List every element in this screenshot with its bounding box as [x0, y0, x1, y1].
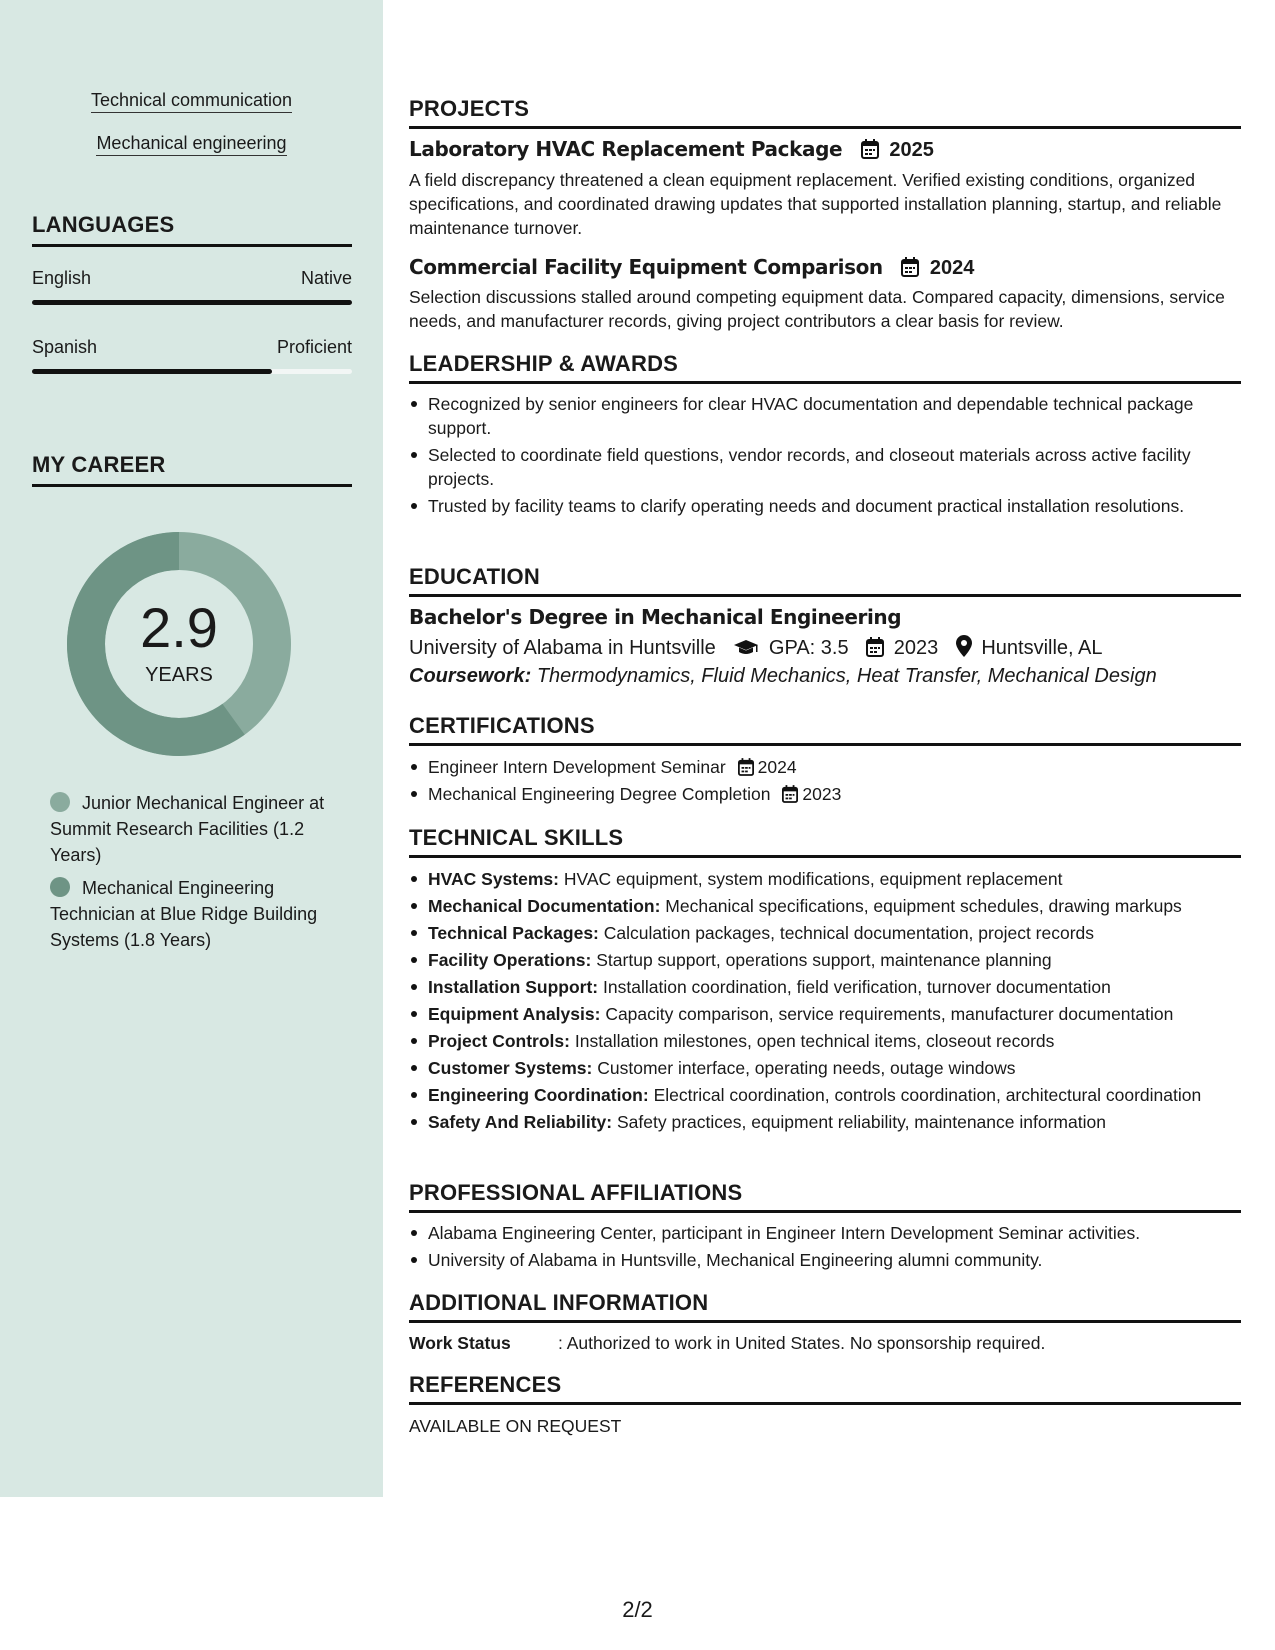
list-item: Customer Systems: Customer interface, operating needs, outage windows [409, 1056, 1241, 1080]
list-item: HVAC Systems: HVAC equipment, system modifications, equipment replacement [409, 867, 1241, 891]
language-level: Native [300, 268, 352, 288]
page-number: 2/2 [622, 1597, 653, 1622]
career-item: Mechanical Engineering Technician at Blue Ridge Building Systems (1.8 Years) [50, 878, 318, 950]
references-heading: REFERENCES [409, 1372, 1241, 1405]
graduation-year: 2023 [893, 637, 939, 659]
language-bar [32, 300, 352, 305]
list-item: Safety And Reliability: Safety practices, equipment reliability, maintenance information [409, 1110, 1241, 1134]
career-item: Junior Mechanical Engineer at Summit Research Facilities (1.2 Years) [50, 793, 325, 865]
school-name: University of Alabama in Huntsville [409, 637, 716, 659]
calendar-icon [738, 758, 754, 776]
skill-tag: Mechanical engineering [0, 131, 383, 155]
affiliations-heading: PROFESSIONAL AFFILIATIONS [409, 1180, 1241, 1213]
references-text: AVAILABLE ON REQUEST [409, 1416, 622, 1436]
coursework: Coursework: Thermodynamics, Fluid Mechanics, Heat Transfer, Mechanical Design [409, 665, 1157, 687]
career-heading: MY CAREER [32, 452, 352, 487]
education-details [409, 635, 1241, 660]
calendar-icon [901, 257, 919, 277]
work-status-value: : Authorized to work in United States. No sponsorship required. [558, 1333, 1046, 1353]
skill-tag: Technical communication [0, 88, 383, 112]
affiliations-list [409, 1221, 1241, 1275]
leadership-heading: LEADERSHIP & AWARDS [409, 351, 1241, 384]
language-bar-fill [32, 300, 352, 305]
location: Huntsville, AL [981, 637, 1103, 659]
list-item: Facility Operations: Startup support, operations support, maintenance planning [409, 948, 1241, 972]
list-item: Technical Packages: Calculation packages, technical documentation, project records [409, 921, 1241, 945]
work-status-row [409, 1331, 1241, 1355]
language-row [32, 268, 352, 289]
list-item: Installation Support: Installation coordination, field verification, turnover documentation [409, 975, 1241, 999]
location-pin-icon [956, 635, 972, 657]
language-level: Proficient [276, 337, 352, 357]
project-title: Laboratory HVAC Replacement Package 2025 [409, 137, 934, 161]
career-total-years: 2.9 [140, 596, 218, 659]
leadership-list [409, 392, 1241, 521]
list-item: Selected to coordinate field questions, vendor records, and closeout materials across active facility projects. [409, 443, 1241, 491]
career-total-unit: YEARS [145, 664, 213, 686]
calendar-icon [782, 785, 798, 803]
language-name: English [32, 268, 92, 288]
list-item: Engineer Intern Development Seminar 2024 [409, 755, 1241, 779]
certifications-list [409, 755, 1241, 809]
list-item: Trusted by facility teams to clarify operating needs and document practical installation resolutions. [409, 494, 1241, 518]
list-item: Engineering Coordination: Electrical coordination, controls coordination, architectural coordination [409, 1083, 1241, 1107]
list-item: Project Controls: Installation milestones, open technical items, closeout records [409, 1029, 1241, 1053]
list-item: Mechanical Documentation: Mechanical specifications, equipment schedules, drawing markups [409, 894, 1241, 918]
degree-title: Bachelor's Degree in Mechanical Engineering [409, 605, 902, 629]
technical-skills-heading: TECHNICAL SKILLS [409, 825, 1241, 858]
languages-heading: LANGUAGES [32, 212, 352, 247]
work-status-label: Work Status [409, 1333, 511, 1353]
calendar-icon [866, 637, 884, 657]
list-item: Recognized by senior engineers for clear HVAC documentation and dependable technical package support. [409, 392, 1241, 440]
projects-heading: PROJECTS [409, 96, 1241, 129]
technical-skills-list [409, 867, 1241, 1137]
calendar-icon [861, 139, 879, 159]
list-item: Mechanical Engineering Degree Completion 2023 [409, 782, 1241, 806]
additional-info-heading: ADDITIONAL INFORMATION [409, 1290, 1241, 1323]
gpa: GPA: 3.5 [768, 637, 849, 659]
legend-dot [50, 792, 70, 812]
list-item: Equipment Analysis: Capacity comparison, service requirements, manufacturer documentation [409, 1002, 1241, 1026]
legend-dot [50, 877, 70, 897]
language-bar [32, 369, 352, 374]
project-description: Selection discussions stalled around competing equipment data. Compared capacity, dimensions, service needs, and manufacturer records, giving project contributors a clear basis for review. [409, 287, 1225, 331]
list-item: University of Alabama in Huntsville, Mechanical Engineering alumni community. [409, 1248, 1241, 1272]
project-description: A field discrepancy threatened a clean equipment replacement. Verified existing conditions, organized specifications, and coordinated drawing updates that supported installation planning, startup, and reliable maintenance turnover. [409, 170, 1222, 238]
project-title: Commercial Facility Equipment Comparison 2024 [409, 255, 975, 279]
certifications-heading: CERTIFICATIONS [409, 713, 1241, 746]
education-heading: EDUCATION [409, 564, 1241, 597]
graduation-cap-icon [733, 639, 759, 657]
language-bar-fill [32, 369, 272, 374]
language-name: Spanish [32, 337, 98, 357]
language-row [32, 337, 352, 358]
list-item: Alabama Engineering Center, participant in Engineer Intern Development Seminar activities. [409, 1221, 1241, 1245]
